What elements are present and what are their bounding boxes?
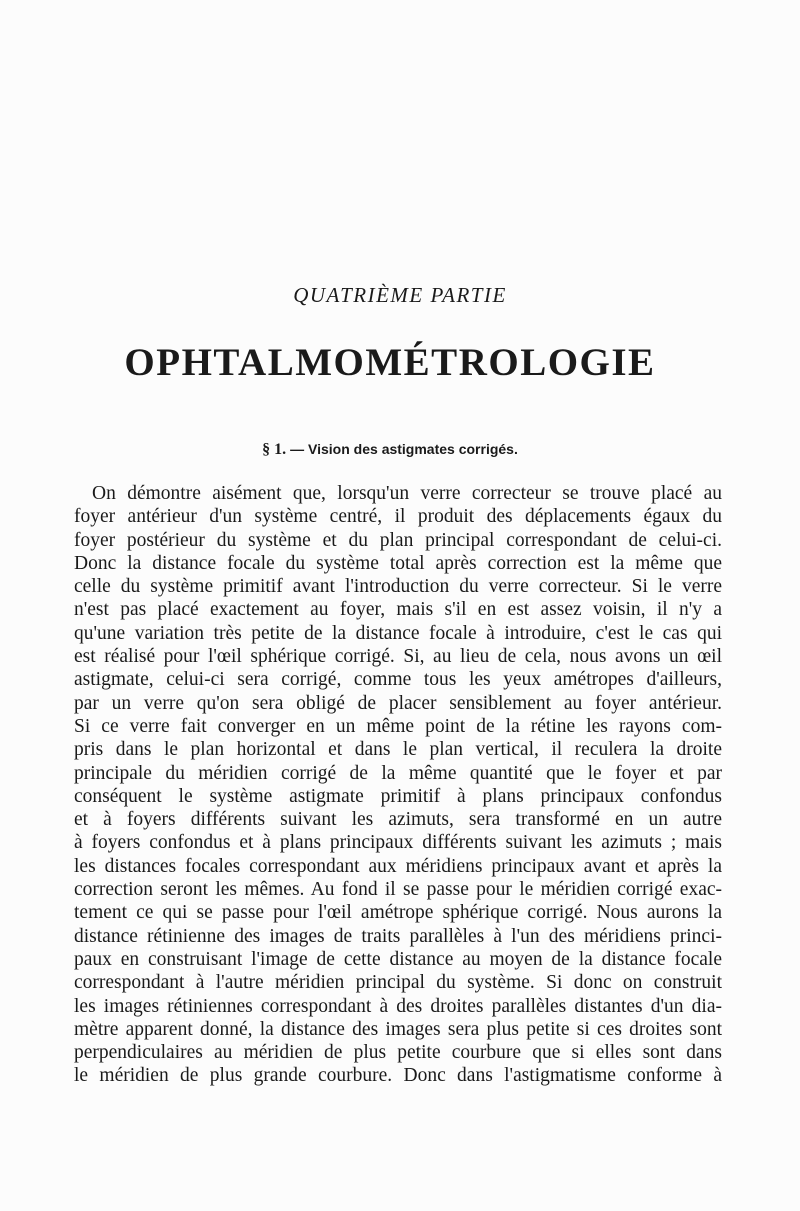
section-title: — Vision des astigmates corrigés. (290, 441, 518, 457)
text-line: distance rétinienne des images de traits parallèles à l'un des méridiens princi- (74, 925, 722, 947)
text-line: celle du système primitif avant l'introduction du verre correcteur. Si le verre (74, 576, 722, 598)
main-title: OPHTALMOMÉTROLOGIE (124, 341, 656, 384)
text-line: astigmate, celui-ci sera corrigé, comme tous les yeux amétropes d'ailleurs, (74, 669, 722, 691)
text-line: On démontre aisément que, lorsqu'un verre correcteur se trouve placé au (92, 483, 722, 504)
body-paragraph (74, 482, 722, 1088)
text-line: principale du méridien corrigé de la même quantité que le foyer et par (74, 762, 722, 784)
text-line: perpendiculaires au méridien de plus petite courbure que si elles sont dans (74, 1042, 722, 1064)
text-line: tement ce qui se passe pour l'œil amétrope sphérique corrigé. Nous aurons la (74, 902, 722, 924)
text-line: les images rétiniennes correspondant à des droites parallèles distantes d'un dia- (74, 995, 722, 1017)
text-line: et à foyers différents suivant les azimuts, sera transformé en un autre (74, 809, 722, 831)
text-line: correction seront les mêmes. Au fond il se passe pour le méridien corrigé exac- (74, 879, 722, 901)
text-line: pris dans le plan horizontal et dans le plan vertical, il reculera la droite (74, 739, 722, 761)
text-line: les distances focales correspondant aux méridiens principaux avant et après la (74, 855, 722, 877)
section-heading (0, 441, 780, 459)
text-line: Donc la distance focale du système total après correction est la même que (74, 552, 722, 574)
text-line: conséquent le système astigmate primitif à plans principaux confondus (74, 785, 722, 807)
text-line: Si ce verre fait converger en un même point de la rétine les rayons com- (74, 715, 722, 737)
text-line: n'est pas placé exactement au foyer, mais s'il en est assez voisin, il n'y a (74, 599, 722, 621)
text-line: le méridien de plus grande courbure. Donc dans l'astigmatisme conforme à (74, 1065, 722, 1087)
text-line: à foyers confondus et à plans principaux différents suivant les azimuts ; mais (74, 832, 722, 854)
part-heading: QUATRIÈME PARTIE (293, 283, 507, 307)
section-number: § 1. (262, 441, 287, 458)
text-line: mètre apparent donné, la distance des images sera plus petite si ces droites sont (74, 1018, 722, 1040)
text-line: par un verre qu'on sera obligé de placer sensiblement au foyer antérieur. (74, 692, 722, 714)
text-line: est réalisé pour l'œil sphérique corrigé. Si, au lieu de cela, nous avons un œil (74, 646, 722, 668)
text-line: foyer antérieur d'un système centré, il produit des déplacements égaux du (74, 506, 722, 528)
text-line: qu'une variation très petite de la distance focale à introduire, c'est le cas qui (74, 622, 722, 644)
text-line: paux en construisant l'image de cette distance au moyen de la distance focale (74, 948, 722, 970)
text-line: correspondant à l'autre méridien principal du système. Si donc on construit (74, 972, 722, 994)
text-line: foyer postérieur du système et du plan principal correspondant de celui-ci. (74, 529, 722, 551)
